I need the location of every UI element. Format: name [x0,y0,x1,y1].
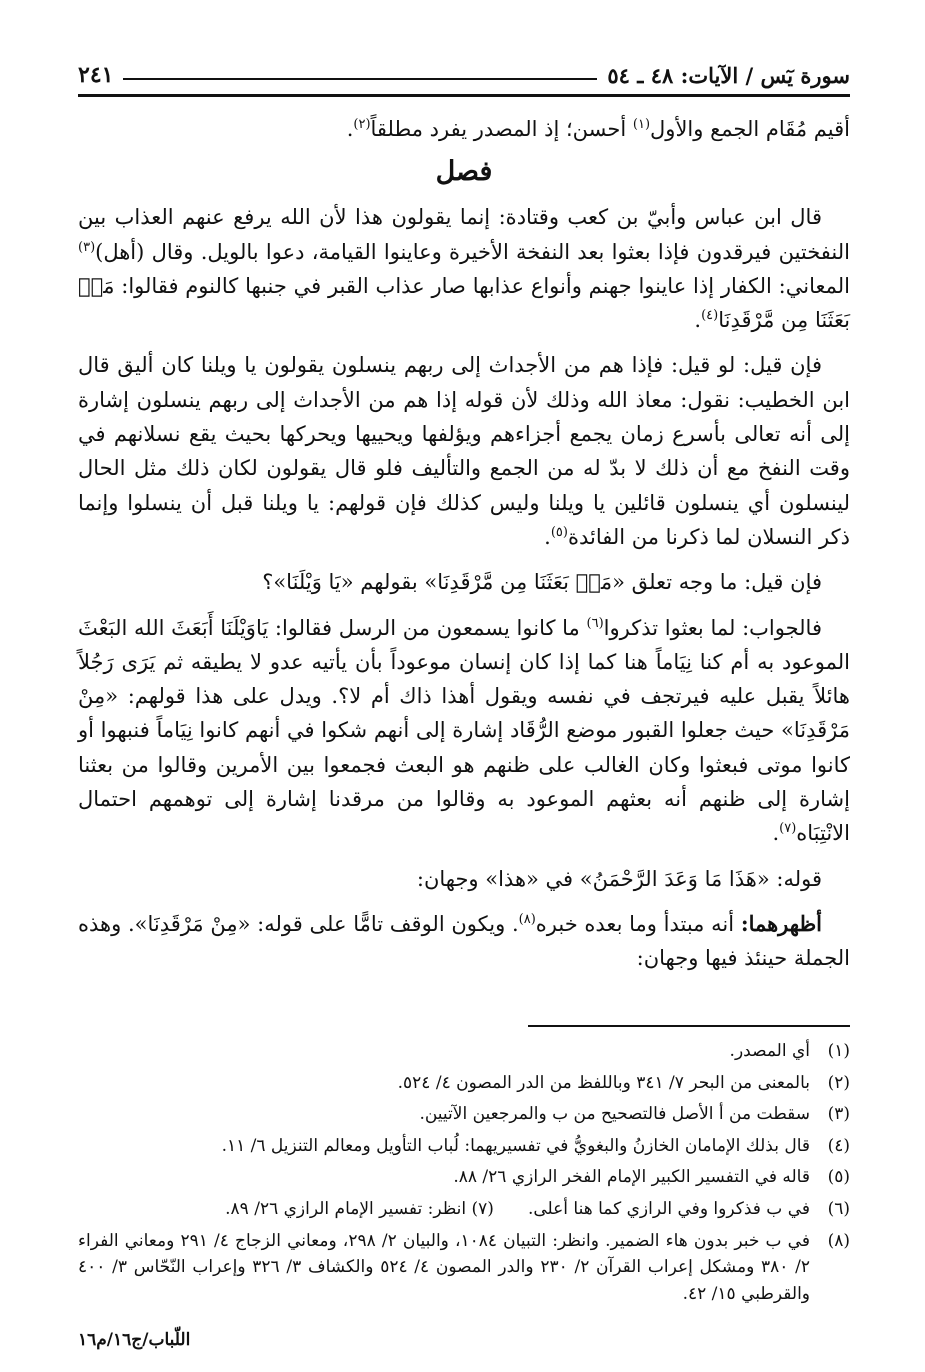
header-line [123,78,597,80]
footnote-ref-5: (٥) [550,524,568,540]
footnote-ref-8: (٨) [518,911,536,927]
header-rule [78,94,850,97]
footnote-8: (٨) في ب خبر بدون هاء الضمير. وانظر: التبيان ١٠٨٤، والبيان ٢/ ٢٩٨، ومعاني الزجاج ٤/ ٢٩١ ومعاني الفراء ٢/ ٣٨٠ ومشكل إعراب القرآن ٢/ ٢٣٠ والدر المصون ٤/ ٥٢٤ والكشاف ٣/ ٣٢٦ وإعراب النّحّاس ٣/ ٤٠٠ والقرطبي ١٥/ ٤٢. [78,1230,850,1304]
footnote-separator [528,1025,850,1027]
footnote-1: (١) أي المصدر. [729,1041,850,1061]
footnote-4: (٤) قال بذلك الإمامان الخازنُ والبغويُّ في تفسيريهما: لُباب التأويل ومعالم التنزيل ٦/ ١١. [221,1135,850,1156]
paragraph-5: قوله: «هَذَا مَا وَعَدَ الرَّحْمَنُ» في «هذا» وجهان: [416,866,822,891]
footnote-3: (٣) سقطت من أ الأصل فالتصحيح من ب والمرجعين الآتيين. [419,1104,850,1125]
page-number: ٢٤١ [78,62,114,88]
footnote-6-text: في ب فذكروا وفي الرازي كما هنا أعلى. [527,1198,810,1219]
footnote-7-num: (٧) [471,1198,494,1219]
footnote-5: (٥) قاله في التفسير الكبير الإمام الفخر الرازي ٢٦/ ٨٨. [453,1167,850,1188]
footnote-ref-3: (٣) [78,239,96,255]
lead-term: أظهرهما: [740,910,822,936]
header-title: سورة يٓس / الآيات: ٤٨ ـ ٥٤ [607,63,850,88]
footnote-7-text: انظر: تفسير الإمام الرازي ٢٦/ ٨٩. [225,1198,467,1219]
paragraph-6: أظهرهما: أنه مبتدأ وما بعده خبره$^{(٨)}$. ويكون الوقف تامًّا على قوله: «مِنْ مَرْقَدِنَا». وهذه الجملة حينئذ فيها وجهان: [78,910,850,971]
paragraph-2: فإن قيل: لو قيل: فإذا هم من الأجداث إلى ربهم ينسلون يقولون يا ويلنا كان أليق قال ابن الخطيب: نقول: معاذ الله وذلك لأن قوله إذا هم من الأجداث إلى ربهم ينسلون إشارة إلى أنه تعالى بأسرع زمان يجمع أجزاءهم ويؤلفها ويحييها ويحركها بحيث يقع نسلانهم في وقت النفخ مع أن ذلك لا بدّ له من الجمع والتأليف فلو قال يقولون لكان ذلك مثل الحال لينسلون أي ينسلون قائلين يا ويلنا وليس كذلك فإن قولهم: يا ويلنا قبل أن ينسلوا وإنما ذكر النسلان لما ذكرنا من الفائدة$^{(٥)}$. [78,353,850,549]
footnote-ref-2: (٢) [353,117,371,132]
footnotes [78,1038,850,1312]
signature-line: اللّباب/ج١٦/م١٦ [78,1330,191,1350]
footnote-ref-4: (٤) [701,308,719,324]
paragraph-4: فالجواب: لما بعثوا تذكروا$^{(٦)}$ ما كانوا يسمعون من الرسل فقالوا: يَاوَيْلَنَا أَبَعَثَ الله البَعْثَ الموعود به أم كنا نِيَاماً هنا كما إذا كان إنسان موعوداً بأن يأتيه عدو لا يطيقه ثم يَرَى رَجُلاً هائلاً يقبل عليه فيرتجف في نفسه ويقول أهذا ذاك أم لا؟. ويدل على هذا قولهم: «مِنْ مَرْقَدِنَا» حيث جعلوا القبور موضع الرُّقَاد إشارة إلى أنهم شكوا في أنهم كانوا نِيَاماً فنبهوا أو كانوا موتى فبعثوا وكان الغالب على ظنهم هو البعث فجمعوا بين الأمرين وقالوا من بعثنا إشارة إلى ظنهم أنه بعثهم الموعود به وقالوا من مرقدنا إشارة إلى توهمهم احتمال الانْتِبَاه$^{(٧)}$. [78,615,850,846]
running-header [78,52,850,92]
paragraph-1: قال ابن عباس وأبيّ بن كعب وقتادة: إنما يقولون هذا لأن الله يرفع عنهم العذاب بين النفختين فيرقدون فإذا بعثوا بعد النفخة الأخيرة وعاينوا القيامة، دعوا بالويل. وقال (أهل)$^{(٣)}$ المعاني: الكفار إذا عاينوا جهنم وأنواع عذابها صار عذاب القبر في جنبها كالنوم فقالوا: مَنۢ بَعَثَنَا مِن مَّرْقَدِنَا$^{(٤)}$. [78,205,850,333]
footnote-2: (٢) بالمعنى من البحر ٧/ ٣٤١ وباللفظ من الدر المصون ٤/ ٥٢٤. [397,1072,850,1093]
footnote-ref-1: (١) [632,117,651,132]
section-heading: فصل [435,156,493,188]
footnote-ref-6: (٦) [586,615,604,631]
main-text [78,112,850,976]
footnote-ref-7: (٧) [779,821,797,837]
paragraph-intro: أقيم مُقَام الجمع والأول$^{(١)}$ أحسن؛ إذ المصدر يفرد مطلقاً$^{(٢)}$. [346,117,850,141]
footnote-6-7: (٦) في ب فذكروا وفي الرازي كما هنا أعلى.(٧) انظر: تفسير الإمام الرازي ٢٦/ ٨٩. [225,1198,850,1219]
paragraph-3: فإن قيل: ما وجه تعلق «مَنۢ بَعَثَنَا مِن مَّرْقَدِنَا» بقولهم «يَا وَيْلَنَا»؟ [262,570,822,595]
